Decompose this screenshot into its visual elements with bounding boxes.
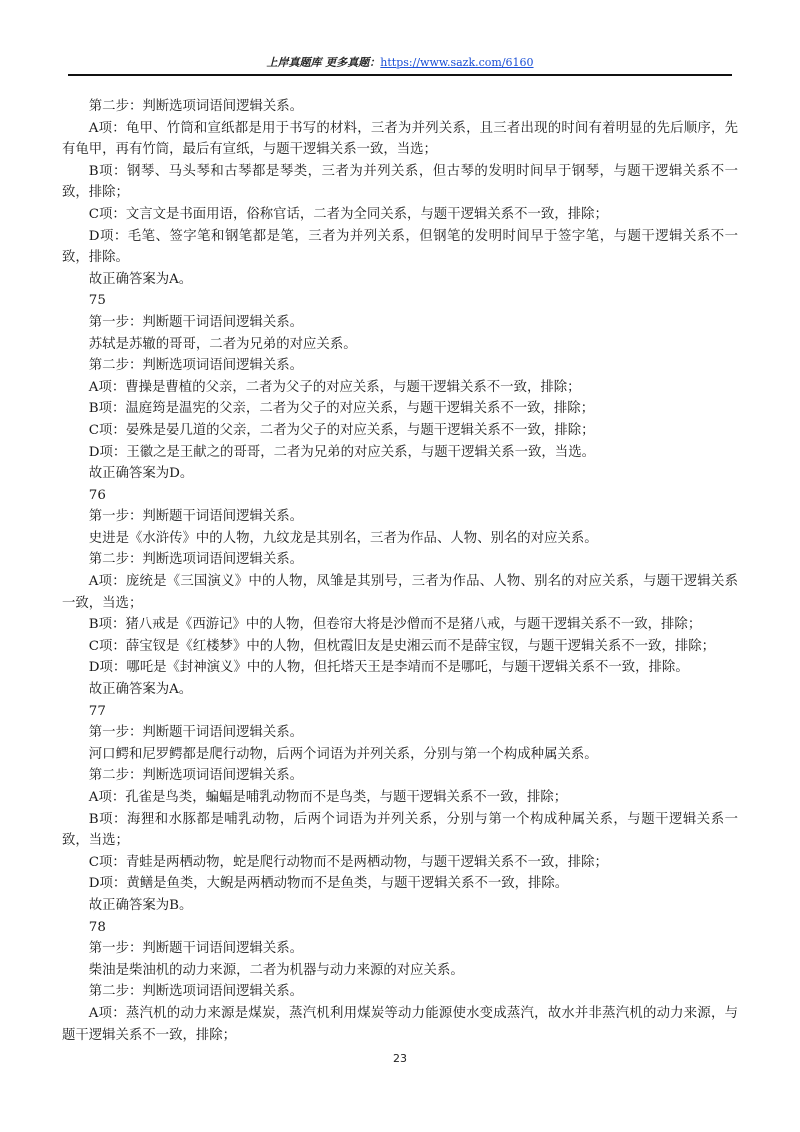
text-line: 柴油是柴油机的动力来源，二者为机器与动力来源的对应关系。 xyxy=(88,962,464,978)
text-line: 第一步：判断题干词语间逻辑关系。 xyxy=(88,509,304,525)
question-number: 77 xyxy=(88,703,106,719)
text-line: 史进是《水浒传》中的人物，九纹龙是其别名，三者为作品、人物、别名的对应关系。 xyxy=(88,530,598,546)
text-line: C项：文言文是书面用语，俗称官话，二者为全同关系，与题干逻辑关系不一致，排除； xyxy=(88,206,608,222)
question-number: 78 xyxy=(88,919,106,935)
text-line: C项：青蛙是两栖动物，蛇是爬行动物而不是两栖动物，与题干逻辑关系不一致，排除； xyxy=(88,854,608,870)
question-number: 76 xyxy=(88,487,106,503)
text-line: 故正确答案为A。 xyxy=(88,271,193,287)
page-number: 23 xyxy=(393,1052,407,1065)
text-line: B项：钢琴、马头琴和古琴都是琴类，三者为并列关系，但古琴的发明时间早于钢琴，与题干逻辑关系不一致，排除； xyxy=(62,163,738,201)
text-line: 故正确答案为A。 xyxy=(88,682,193,698)
text-line: D项：哪吒是《封神演义》中的人物，但托塔天王是李靖而不是哪吒，与题干逻辑关系不一致，排除。 xyxy=(88,660,689,676)
text-line: A项：庞统是《三国演义》中的人物，凤雏是其别号，三者为作品、人物、别名的对应关系，与题干逻辑关系一致，当选； xyxy=(62,574,738,611)
header-link[interactable]: https://www.sazk.com/6160 xyxy=(380,56,534,69)
text-line: A项：蒸汽机的动力来源是煤炭，蒸汽机利用煤炭等动力能源使水变成蒸汽，故水并非蒸汽机的动力来源，与题干逻辑关系不一致，排除； xyxy=(62,1005,738,1043)
text-line: 第一步：判断题干词语间逻辑关系。 xyxy=(88,941,304,957)
header-divider xyxy=(68,74,732,76)
header-label: 上岸真题库 更多真题： xyxy=(266,56,381,69)
text-line: 第二步：判断选项词语间逻辑关系。 xyxy=(88,552,304,568)
question-number: 75 xyxy=(88,293,106,309)
text-line: 第一步：判断题干词语间逻辑关系。 xyxy=(88,314,304,330)
text-line: B项：海狸和水豚都是哺乳动物，后两个词语为并列关系，分别与第一个构成种属关系，与题干逻辑关系一致，当选； xyxy=(62,811,738,849)
text-line: A项：曹操是曹植的父亲，二者为父子的对应关系，与题干逻辑关系不一致，排除； xyxy=(88,379,581,395)
page-header xyxy=(0,54,800,70)
text-line: A项：龟甲、竹筒和宣纸都是用于书写的材料，三者为并列关系，且三者出现的时间有着明显的先后顺序，先有龟甲，再有竹筒，最后有宣纸，与题干逻辑关系一致，当选； xyxy=(62,120,738,158)
text-line: 第一步：判断题干词语间逻辑关系。 xyxy=(88,725,304,741)
text-line: C项：晏殊是晏几道的父亲，二者为父子的对应关系，与题干逻辑关系不一致，排除； xyxy=(88,422,595,438)
text-line: C项：薛宝钗是《红楼梦》中的人物，但枕霞旧友是史湘云而不是薛宝钗，与题干逻辑关系不一致，排除； xyxy=(88,638,716,654)
text-line: D项：黄鳝是鱼类，大鲵是两栖动物而不是鱼类，与题干逻辑关系不一致，排除。 xyxy=(88,876,569,892)
text-line: 故正确答案为D。 xyxy=(88,466,194,482)
text-line: 第二步：判断选项词语间逻辑关系。 xyxy=(88,768,304,784)
text-line: A项：孔雀是鸟类，蝙蝠是哺乳动物而不是鸟类，与题干逻辑关系不一致，排除； xyxy=(88,790,568,805)
text-line: 第二步：判断选项词语间逻辑关系。 xyxy=(88,99,304,114)
text-line: 第二步：判断选项词语间逻辑关系。 xyxy=(88,984,304,1000)
text-line: D项：毛笔、签字笔和钢笔都是笔，三者为并列关系，但钢笔的发明时间早于签字笔，与题干逻辑关系不一致，排除。 xyxy=(62,228,738,266)
text-line: 故正确答案为B。 xyxy=(88,897,193,913)
text-line: B项：温庭筠是温宪的父亲，二者为父子的对应关系，与题干逻辑关系不一致，排除； xyxy=(88,401,595,417)
text-line: 苏轼是苏辙的哥哥，二者为兄弟的对应关系。 xyxy=(88,336,357,352)
page-content xyxy=(62,96,738,1046)
text-line: D项：王徽之是王献之的哥哥，二者为兄弟的对应关系，与题干逻辑关系一致，当选。 xyxy=(88,444,595,460)
text-line: B项：猪八戒是《西游记》中的人物，但卷帘大将是沙僧而不是猪八戒，与题干逻辑关系不一致，排除； xyxy=(88,617,702,633)
text-line: 第二步：判断选项词语间逻辑关系。 xyxy=(88,358,304,374)
text-line: 河口鳄和尼罗鳄都是爬行动物，后两个词语为并列关系，分别与第一个构成种属关系。 xyxy=(88,746,598,762)
